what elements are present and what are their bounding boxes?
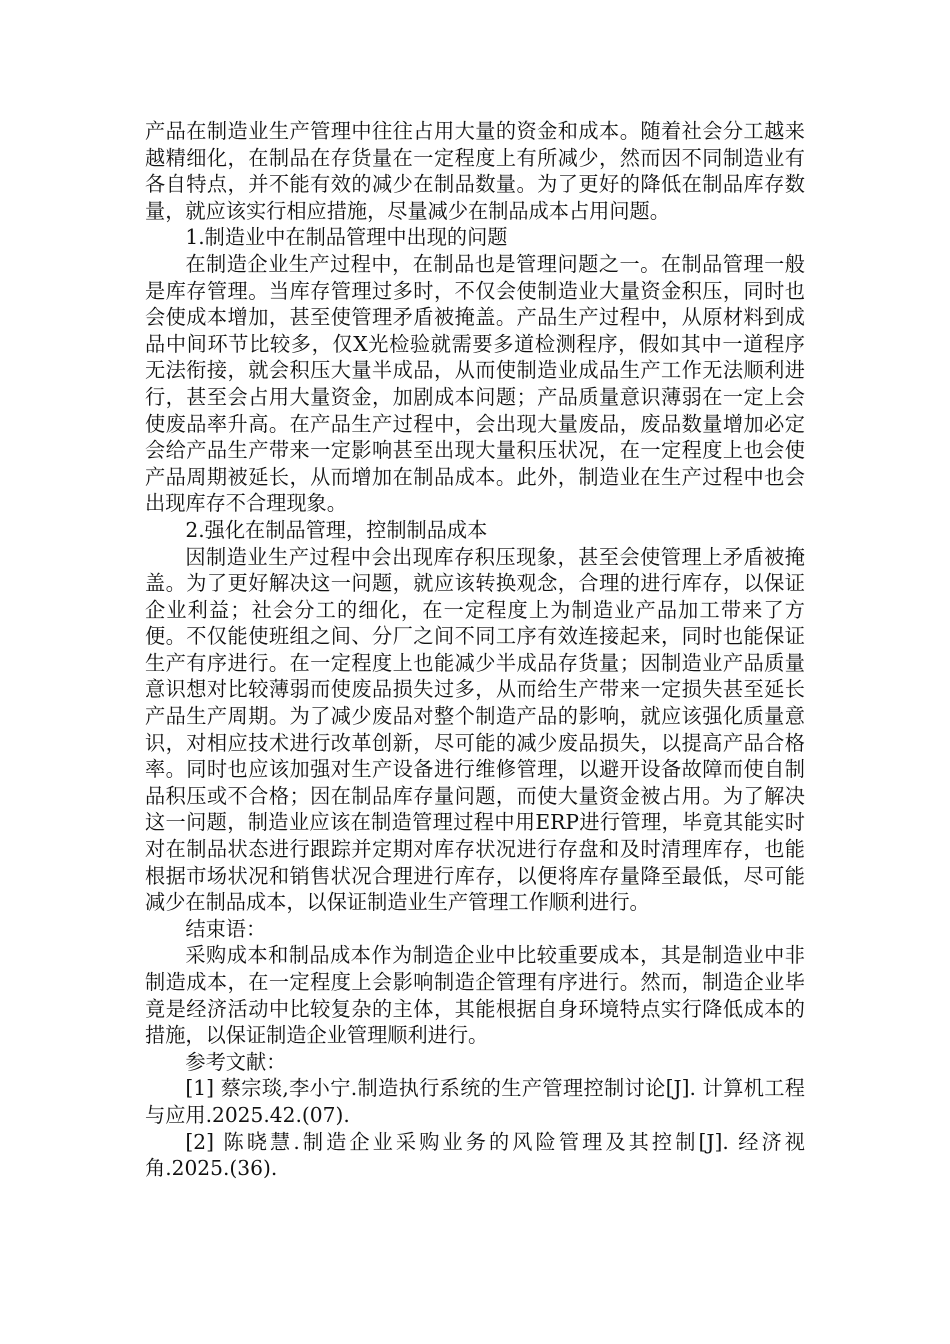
conclusion-heading: 结束语： [185, 916, 267, 941]
section2-heading: 2.强化在制品管理，控制制品成本 [185, 517, 488, 542]
reference-item: [1] 蔡宗琰,李小宁.制造执行系统的生产管理控制讨论[J]. 计算机工程与应用.2025.42.(07). [145, 1076, 805, 1127]
reference-item: [2] 陈晓慧.制造企业采购业务的风险管理及其控制[J]. 经济视角.2025.(36). [145, 1129, 805, 1181]
intro-paragraph: 产品在制造业生产管理中往往占用大量的资金和成本。随着社会分工越来越精细化，在制品在存货量在一定程度上有所减少，然而因不同制造业有各自特点，并不能有效的减少在制品数量。为了更好的降低在制品库存数量，就应该实行相应措施，尽量减少在制品成本占用问题。 [145, 119, 805, 223]
document-page [145, 118, 805, 1182]
references-heading: 参考文献： [185, 1049, 287, 1074]
section1-paragraph: 在制造企业生产过程中，在制品也是管理问题之一。在制品管理一般是库存管理。当库存管理过多时，不仅会使制造业大量资金积压，同时也会使成本增加，甚至使管理矛盾被掩盖。产品生产过程中，从原材料到成品中间环节比较多，仅X光检验就需要多道检测程序，假如其中一道程序无法衔接，就会积压大量半成品，从而使制造业成品生产工作无法顺利进行，甚至会占用大量资金，加剧成本问题；产品质量意识薄弱在一定上会使废品率升高。在产品生产过程中，会出现大量废品，废品数量增加必定会给产品生产带来一定影响甚至出现大量积压状况，在一定程度上也会使产品周期被延长，从而增加在制品成本。此外，制造业在生产过程中也会出现库存不合理现象。 [145, 251, 805, 516]
section1-heading: 1.制造业中在制品管理中出现的问题 [185, 225, 508, 250]
conclusion-paragraph: 采购成本和制品成本作为制造企业中比较重要成本，其是制造业中非制造成本，在一定程度上会影响制造企管理有序进行。然而，制造企业毕竟是经济活动中比较复杂的主体，其能根据自身环境特点实行降低成本的措施，以保证制造企业管理顺利进行。 [145, 943, 805, 1048]
section2-paragraph: 因制造业生产过程中会出现库存积压现象，甚至会使管理上矛盾被掩盖。为了更好解决这一问题，就应该转换观念，合理的进行库存，以保证企业利益；社会分工的细化，在一定程度上为制造业产品加工带来了方便。不仅能使班组之间、分厂之间不同工序有效连接起来，同时也能保证生产有序进行。在一定程度上也能减少半成品存货量；因制造业产品质量意识想对比较薄弱而使废品损失过多，从而给生产带来一定损失甚至延长产品生产周期。为了减少废品对整个制造产品的影响，就应该强化质量意识，对相应技术进行改革创新，尽可能的减少废品损失，以提高产品合格率。同时也应该加强对生产设备进行维修管理，以避开设备故障而使自制品积压或不合格；因在制品库存量问题，而使大量资金被占用。为了解决这一问题，制造业应该在制造管理过程中用ERP进行管理，毕竟其能实时对在制品状态进行跟踪并定期对库存状况进行存盘和及时清理库存，也能根据市场状况和销售状况合理进行库存，以便将库存量降至最低，尽可能减少在制品成本，以保证制造业生产管理工作顺利进行。 [145, 544, 805, 915]
